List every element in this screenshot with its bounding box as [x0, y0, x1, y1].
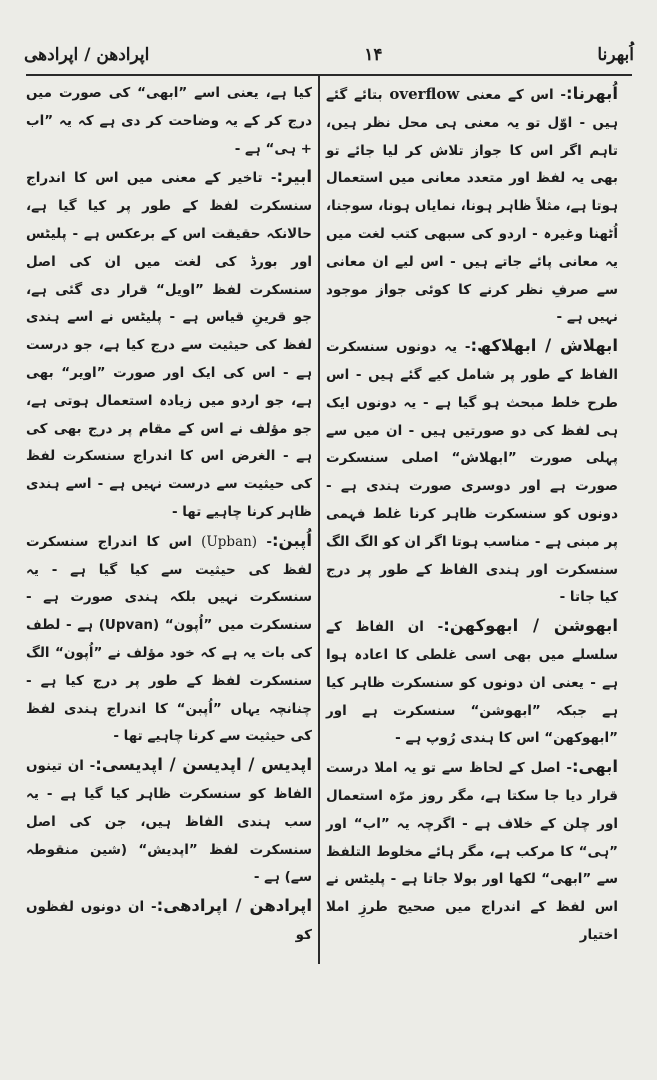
entry-abir — [26, 163, 312, 526]
header-right-title: اُبھرنا — [597, 45, 634, 65]
entry-text: کیا ہے، یعنی اسے ”ابھی“ کی صورت میں درج کر کے یہ وضاحت کر دی ہے کہ یہ ”اب + ہی“ ہے - — [26, 85, 312, 157]
page-number: ۱۴ — [364, 45, 383, 65]
entry-continuation — [26, 80, 312, 163]
entry-head: اُبھرنا: — [565, 84, 618, 103]
entry-text: - یہ دونوں سنسکرت الفاظ کے طور پر شامل کیے گئے ہیں - اس طرح خلط مبحث ہو گیا ہے - یہ دونوں ایک ہی لفظ کی دو صورتیں ہیں - ان میں سے پہلی صورت ”ابھلاش“ اصلی سنسکرت صورت ہے اور دوسری صورت ہندی ہے - دونوں کو سنسکرت ظاہر کرنا غلط فہمی پر مبنی ہے - مناسب ہوتا اگر ان کو الگ الگ سنسکرت اور ہندی الفاظ کے طور پر درج کیا جاتا - — [326, 339, 618, 606]
entry-rest: بتائے گئے ہیں - اوّل تو یہ معنی ہی محل نظر ہیں، تاہم اگر اس کا جواز تلاش کر لیا جائے تو بھی یہ لفظ اور متعدد معانی میں استعمال ہوتا ہے، مثلاً ظاہر ہونا، نمایاں ہونا، سوجنا، اُٹھنا وغیرہ - اردو کی سبھی کتب لغت میں یہ معانی پائے جاتے ہیں - اس لیے ان معانی سے صرفِ نظر کرنے کا کوئی جواز موجود نہیں ہے - — [326, 87, 618, 326]
entry-head: اپرادھن / اپرادھی: — [156, 896, 313, 916]
entry-head: اپدیس / اپدیسن / اپدیسی: — [95, 755, 312, 775]
entry-head: اُپبن: — [271, 530, 312, 550]
entry-latin: (Upban) — [201, 533, 258, 550]
entry-head: ابھوشن / ابھوکھن: — [443, 616, 619, 636]
entry-text: - ان تینوں الفاظ کو سنسکرت ظاہر کیا گیا ہے - یہ سب ہندی الفاظ ہیں، جن کی اصل سنسکرت لفظ ”اپدیش“ (شین منقوطہ سے) ہے - — [26, 758, 312, 886]
entry-latin: overflow — [389, 85, 460, 103]
entry-abhi — [326, 753, 618, 950]
entry-ubharna — [326, 80, 618, 332]
entry-updes — [26, 751, 312, 892]
entry-rest: اس کا اندراج سنسکرت لفظ کی حیثیت سے کیا گیا ہے - یہ سنسکرت نہیں بلکہ ہندی صورت ہے - سنسکرت میں ”اُپون“ (Upvan) ہے - لطف کی بات یہ ہے کہ خود مؤلف نے ”اُپون“ الگ سنسکرت لفظ کے طور پر درج کیا ہے - چنانچہ یہاں ”اُپبن“ کا اندراج ہندی لفظ کی حیثیت سے کرنا چاہیے تھا - — [26, 533, 312, 745]
entry-text: - ان دونوں لفظوں کو — [26, 899, 312, 943]
entry-abhushan — [326, 612, 618, 753]
entry-text: - اس کے معنی — [459, 87, 566, 103]
entry-text: - تاخیر کے معنی میں اس کا اندراج سنسکرت لفظ کے طور پر کیا گیا ہے، حالانکہ حقیقت اس کے برعکس ہے - پلیٹس اور بورڈ کی لغت میں ان کی اصل سنسکرت لفظ ”اویل“ قرار دی گئی ہے، جو قرینِ قیاس ہے - پلیٹس نے اسے ہندی لفظ کی حیثیت سے درج کیا ہے، جو درست ہے - اس کی ایک اور صورت ”اویر“ بھی ہے، جو اردو میں زیادہ استعمال ہوتی ہے، جو مؤلف نے اس کے مقام پر درج بھی کی ہے - الغرض اس کا اندراج سنسکرت لفظ کی حیثیت سے درست نہیں ہے - اسے ہندی ظاہر کرنا چاہیے تھا - — [26, 170, 312, 520]
entry-text: - اصل کے لحاظ سے تو یہ املا درست قرار دیا جا سکتا ہے، مگر روز مرّہ استعمال اور چلن کے خلاف ہے - اگرچہ یہ ”اب“ اور ”ہی“ کا مرکب ہے، مگر ہائے مخلوط التلفظ سے ”ابھی“ لکھا اور بولا جاتا ہے - پلیٹس نے اس لفظ کے اندراج میں صحیح طرزِ املا اختیار — [326, 760, 618, 943]
entry-upradhan — [26, 892, 312, 950]
entry-head: ابھلاش / ابھلاکھ: — [470, 336, 618, 356]
left-column — [26, 80, 312, 950]
header-left-title: اپرادھن / اپرادھی — [24, 45, 150, 65]
entry-head: ابھی: — [571, 757, 618, 777]
header-rule — [26, 74, 632, 76]
entry-text: - ان الفاظ کے سلسلے میں بھی اسی غلطی کا اعادہ ہوا ہے - یعنی ان دونوں کو سنسکرت ظاہر کیا ہے جبکہ ”ابھوشن“ سنسکرت ہے اور ”ابھوکھن“ اس کا ہندی رُوپ ہے - — [326, 619, 618, 747]
entry-upban — [26, 527, 312, 751]
column-divider — [318, 76, 320, 964]
entry-head: ابیر: — [276, 167, 312, 187]
entry-text: - — [257, 533, 272, 550]
running-header — [24, 38, 634, 72]
right-column — [326, 80, 618, 950]
entry-abhilash — [326, 332, 618, 612]
